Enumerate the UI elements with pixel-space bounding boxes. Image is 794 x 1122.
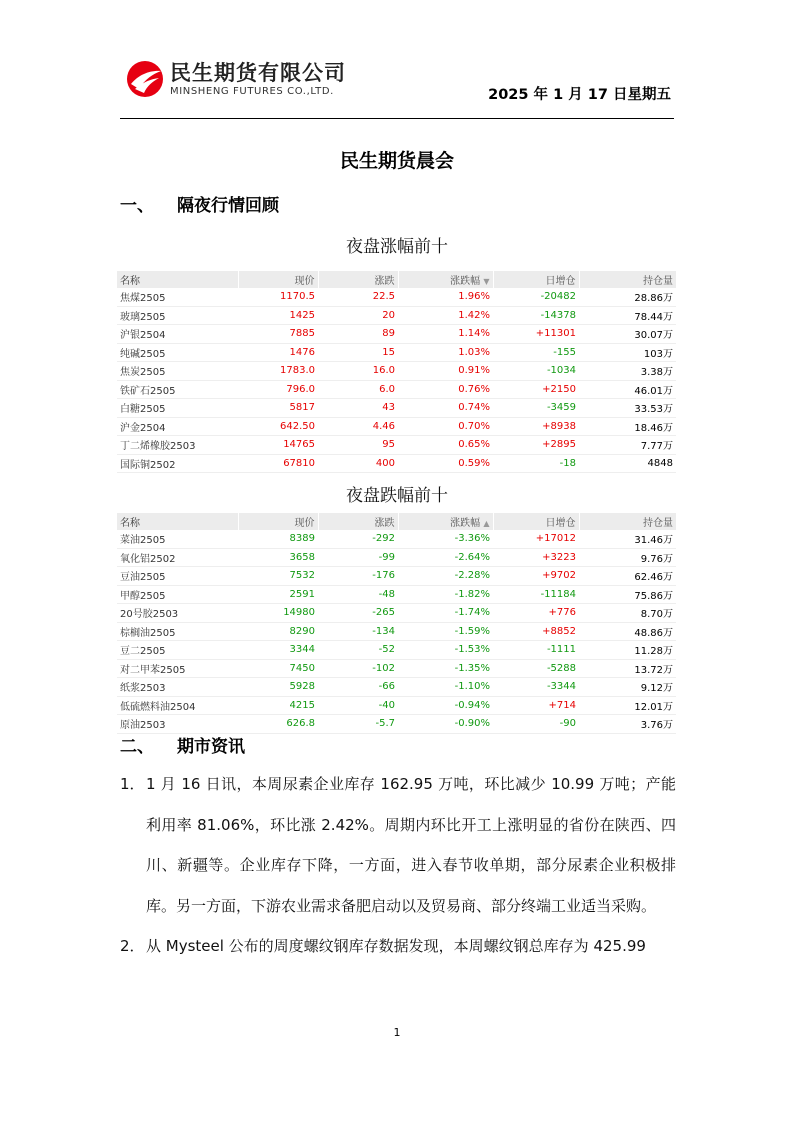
open-interest-cell: 103万 (579, 343, 676, 362)
open-interest-cell: 18.46万 (579, 417, 676, 436)
price-change-cell: 16.0 (318, 362, 398, 381)
table-row[interactable] (117, 604, 676, 623)
losers-table (117, 513, 676, 734)
open-interest-cell: 12.01万 (579, 696, 676, 715)
company-name-en: MINSHENG FUTURES CO.,LTD. (170, 86, 334, 97)
oi-change-cell: -20482 (493, 288, 579, 306)
open-interest-cell: 3.76万 (579, 715, 676, 734)
price-change-cell: 22.5 (318, 288, 398, 306)
change-pct-cell: -3.36% (398, 530, 493, 548)
table-row[interactable] (117, 436, 676, 455)
oi-change-cell: +17012 (493, 530, 579, 548)
table-row[interactable] (117, 622, 676, 641)
price-change-cell: 95 (318, 436, 398, 455)
col-header-change[interactable]: 涨跌 (318, 513, 398, 530)
oi-change-cell: -3344 (493, 678, 579, 697)
open-interest-cell: 7.77万 (579, 436, 676, 455)
table-row[interactable] (117, 715, 676, 734)
table-row[interactable] (117, 659, 676, 678)
section-heading-2 (120, 732, 245, 757)
current-price-cell: 1783.0 (238, 362, 318, 381)
news-item (120, 926, 676, 967)
change-pct-cell: -1.10% (398, 678, 493, 697)
current-price-cell: 5928 (238, 678, 318, 697)
table-row[interactable] (117, 288, 676, 306)
current-price-cell: 7885 (238, 325, 318, 344)
page-header (120, 52, 674, 119)
change-pct-cell: 0.74% (398, 399, 493, 418)
col-header-label: 涨跌幅 (450, 518, 481, 529)
price-change-cell: -52 (318, 641, 398, 660)
col-header-oi-change[interactable]: 日增仓 (493, 271, 579, 288)
news-item (120, 764, 676, 926)
open-interest-cell: 33.53万 (579, 399, 676, 418)
table-row[interactable] (117, 585, 676, 604)
change-pct-cell: 0.70% (398, 417, 493, 436)
current-price-cell: 1170.5 (238, 288, 318, 306)
change-pct-cell: -1.59% (398, 622, 493, 641)
contract-name-cell: 焦煤2505 (117, 288, 238, 306)
gainers-table-title: 夜盘涨幅前十 (346, 237, 448, 257)
current-price-cell: 626.8 (238, 715, 318, 734)
contract-name-cell: 对二甲苯2505 (117, 659, 238, 678)
table-row[interactable] (117, 454, 676, 473)
contract-name-cell: 豆油2505 (117, 567, 238, 586)
change-pct-cell: 0.76% (398, 380, 493, 399)
current-price-cell: 67810 (238, 454, 318, 473)
table-row[interactable] (117, 306, 676, 325)
table-row[interactable] (117, 380, 676, 399)
oi-change-cell: -5288 (493, 659, 579, 678)
price-change-cell: 43 (318, 399, 398, 418)
change-pct-cell: -1.35% (398, 659, 493, 678)
price-change-cell: -265 (318, 604, 398, 623)
price-change-cell: -176 (318, 567, 398, 586)
col-header-name[interactable]: 名称 (117, 513, 238, 530)
company-name-cn: 民生期货有限公司 (170, 61, 346, 85)
change-pct-cell: -1.82% (398, 585, 493, 604)
current-price-cell: 642.50 (238, 417, 318, 436)
open-interest-cell: 30.07万 (579, 325, 676, 344)
contract-name-cell: 纯碱2505 (117, 343, 238, 362)
contract-name-cell: 棕榈油2505 (117, 622, 238, 641)
oi-change-cell: +9702 (493, 567, 579, 586)
current-price-cell: 8290 (238, 622, 318, 641)
news-text: 从 Mysteel 公布的周度螺纹钢库存数据发现，本周螺纹钢总库存为 425.99 (146, 937, 646, 955)
table-header-row (117, 271, 676, 288)
contract-name-cell: 氧化铝2502 (117, 548, 238, 567)
current-price-cell: 1425 (238, 306, 318, 325)
current-price-cell: 8389 (238, 530, 318, 548)
open-interest-cell: 48.86万 (579, 622, 676, 641)
losers-table-title: 夜盘跌幅前十 (346, 486, 448, 506)
open-interest-cell: 46.01万 (579, 380, 676, 399)
contract-name-cell: 沪金2504 (117, 417, 238, 436)
col-header-oi-change[interactable]: 日增仓 (493, 513, 579, 530)
contract-name-cell: 白糖2505 (117, 399, 238, 418)
section-number: 二、 (120, 737, 154, 757)
current-price-cell: 7532 (238, 567, 318, 586)
current-price-cell: 4215 (238, 696, 318, 715)
table-row[interactable] (117, 641, 676, 660)
price-change-cell: -102 (318, 659, 398, 678)
open-interest-cell: 78.44万 (579, 306, 676, 325)
contract-name-cell: 低硫燃料油2504 (117, 696, 238, 715)
oi-change-cell: -90 (493, 715, 579, 734)
oi-change-cell: -3459 (493, 399, 579, 418)
open-interest-cell: 4848 (579, 454, 676, 473)
change-pct-cell: 1.03% (398, 343, 493, 362)
current-price-cell: 3658 (238, 548, 318, 567)
contract-name-cell: 菜油2505 (117, 530, 238, 548)
news-number: 1． (120, 775, 145, 793)
col-header-price[interactable]: 现价 (238, 271, 318, 288)
current-price-cell: 3344 (238, 641, 318, 660)
oi-change-cell: +2895 (493, 436, 579, 455)
oi-change-cell: -1111 (493, 641, 579, 660)
change-pct-cell: 0.91% (398, 362, 493, 381)
table-row[interactable] (117, 548, 676, 567)
oi-change-cell: +8852 (493, 622, 579, 641)
price-change-cell: 6.0 (318, 380, 398, 399)
contract-name-cell: 铁矿石2505 (117, 380, 238, 399)
change-pct-cell: 0.65% (398, 436, 493, 455)
price-change-cell: -48 (318, 585, 398, 604)
news-list (120, 764, 676, 967)
report-date: 2025 年 1 月 17 日星期五 (488, 87, 671, 103)
sort-desc-icon: ▼ (483, 277, 490, 286)
contract-name-cell: 豆二2505 (117, 641, 238, 660)
change-pct-cell: -0.90% (398, 715, 493, 734)
open-interest-cell: 13.72万 (579, 659, 676, 678)
table-row[interactable] (117, 696, 676, 715)
price-change-cell: -292 (318, 530, 398, 548)
oi-change-cell: -18 (493, 454, 579, 473)
col-header-change-pct[interactable] (398, 513, 493, 530)
oi-change-cell: -1034 (493, 362, 579, 381)
current-price-cell: 14980 (238, 604, 318, 623)
oi-change-cell: +11301 (493, 325, 579, 344)
change-pct-cell: -1.74% (398, 604, 493, 623)
open-interest-cell: 11.28万 (579, 641, 676, 660)
current-price-cell: 796.0 (238, 380, 318, 399)
open-interest-cell: 9.12万 (579, 678, 676, 697)
price-change-cell: 4.46 (318, 417, 398, 436)
current-price-cell: 5817 (238, 399, 318, 418)
section-heading-1 (120, 191, 279, 216)
minsheng-logo-icon (125, 59, 165, 99)
price-change-cell: 89 (318, 325, 398, 344)
open-interest-cell: 3.38万 (579, 362, 676, 381)
contract-name-cell: 国际铜2502 (117, 454, 238, 473)
current-price-cell: 7450 (238, 659, 318, 678)
oi-change-cell: +776 (493, 604, 579, 623)
col-header-change[interactable]: 涨跌 (318, 271, 398, 288)
table-header-row (117, 513, 676, 530)
change-pct-cell: -2.64% (398, 548, 493, 567)
oi-change-cell: -155 (493, 343, 579, 362)
company-logo (125, 55, 365, 99)
news-text: 1 月 16 日讯，本周尿素企业库存 162.95 万吨，环比减少 10.99 万吨；产能利用率 81.06%，环比涨 2.42%。周期内环比开工上涨明显的省份在陕西、四川、新疆等。企业库存下降，一方面，进入春节收单期，部分尿素企业积极排库。另一方面，下游农业需求备肥启动以及贸易商、部分终端工业适当采购。 (146, 775, 676, 915)
contract-name-cell: 甲醇2505 (117, 585, 238, 604)
contract-name-cell: 焦炭2505 (117, 362, 238, 381)
current-price-cell: 2591 (238, 585, 318, 604)
col-header-open-interest[interactable]: 持仓量 (579, 271, 676, 288)
oi-change-cell: +714 (493, 696, 579, 715)
open-interest-cell: 31.46万 (579, 530, 676, 548)
change-pct-cell: -1.53% (398, 641, 493, 660)
contract-name-cell: 原油2503 (117, 715, 238, 734)
contract-name-cell: 丁二烯橡胶2503 (117, 436, 238, 455)
open-interest-cell: 62.46万 (579, 567, 676, 586)
table-row[interactable] (117, 678, 676, 697)
change-pct-cell: 1.96% (398, 288, 493, 306)
col-header-open-interest[interactable]: 持仓量 (579, 513, 676, 530)
news-number: 2． (120, 937, 145, 955)
change-pct-cell: -0.94% (398, 696, 493, 715)
open-interest-cell: 75.86万 (579, 585, 676, 604)
open-interest-cell: 8.70万 (579, 604, 676, 623)
price-change-cell: -40 (318, 696, 398, 715)
oi-change-cell: +2150 (493, 380, 579, 399)
oi-change-cell: -11184 (493, 585, 579, 604)
change-pct-cell: 1.14% (398, 325, 493, 344)
price-change-cell: -134 (318, 622, 398, 641)
price-change-cell: 20 (318, 306, 398, 325)
col-header-label: 涨跌幅 (450, 276, 481, 287)
table-row[interactable] (117, 530, 676, 548)
table-row[interactable] (117, 343, 676, 362)
section-number: 一、 (120, 196, 154, 216)
table-row[interactable] (117, 567, 676, 586)
price-change-cell: 400 (318, 454, 398, 473)
oi-change-cell: -14378 (493, 306, 579, 325)
current-price-cell: 14765 (238, 436, 318, 455)
document-title: 民生期货晨会 (339, 150, 454, 172)
col-header-change-pct[interactable] (398, 271, 493, 288)
section-title: 隔夜行情回顾 (177, 196, 279, 216)
section-title: 期市资讯 (177, 737, 245, 757)
oi-change-cell: +3223 (493, 548, 579, 567)
table-row[interactable] (117, 417, 676, 436)
col-header-price[interactable]: 现价 (238, 513, 318, 530)
price-change-cell: -66 (318, 678, 398, 697)
oi-change-cell: +8938 (493, 417, 579, 436)
price-change-cell: 15 (318, 343, 398, 362)
current-price-cell: 1476 (238, 343, 318, 362)
contract-name-cell: 纸浆2503 (117, 678, 238, 697)
price-change-cell: -99 (318, 548, 398, 567)
table-row[interactable] (117, 362, 676, 381)
open-interest-cell: 28.86万 (579, 288, 676, 306)
contract-name-cell: 玻璃2505 (117, 306, 238, 325)
contract-name-cell: 沪银2504 (117, 325, 238, 344)
col-header-name[interactable]: 名称 (117, 271, 238, 288)
table-row[interactable] (117, 325, 676, 344)
sort-asc-icon: ▲ (483, 519, 490, 528)
contract-name-cell: 20号胶2503 (117, 604, 238, 623)
price-change-cell: -5.7 (318, 715, 398, 734)
page-number: 1 (393, 1026, 401, 1039)
table-row[interactable] (117, 399, 676, 418)
change-pct-cell: -2.28% (398, 567, 493, 586)
open-interest-cell: 9.76万 (579, 548, 676, 567)
change-pct-cell: 1.42% (398, 306, 493, 325)
change-pct-cell: 0.59% (398, 454, 493, 473)
gainers-table (117, 271, 676, 473)
